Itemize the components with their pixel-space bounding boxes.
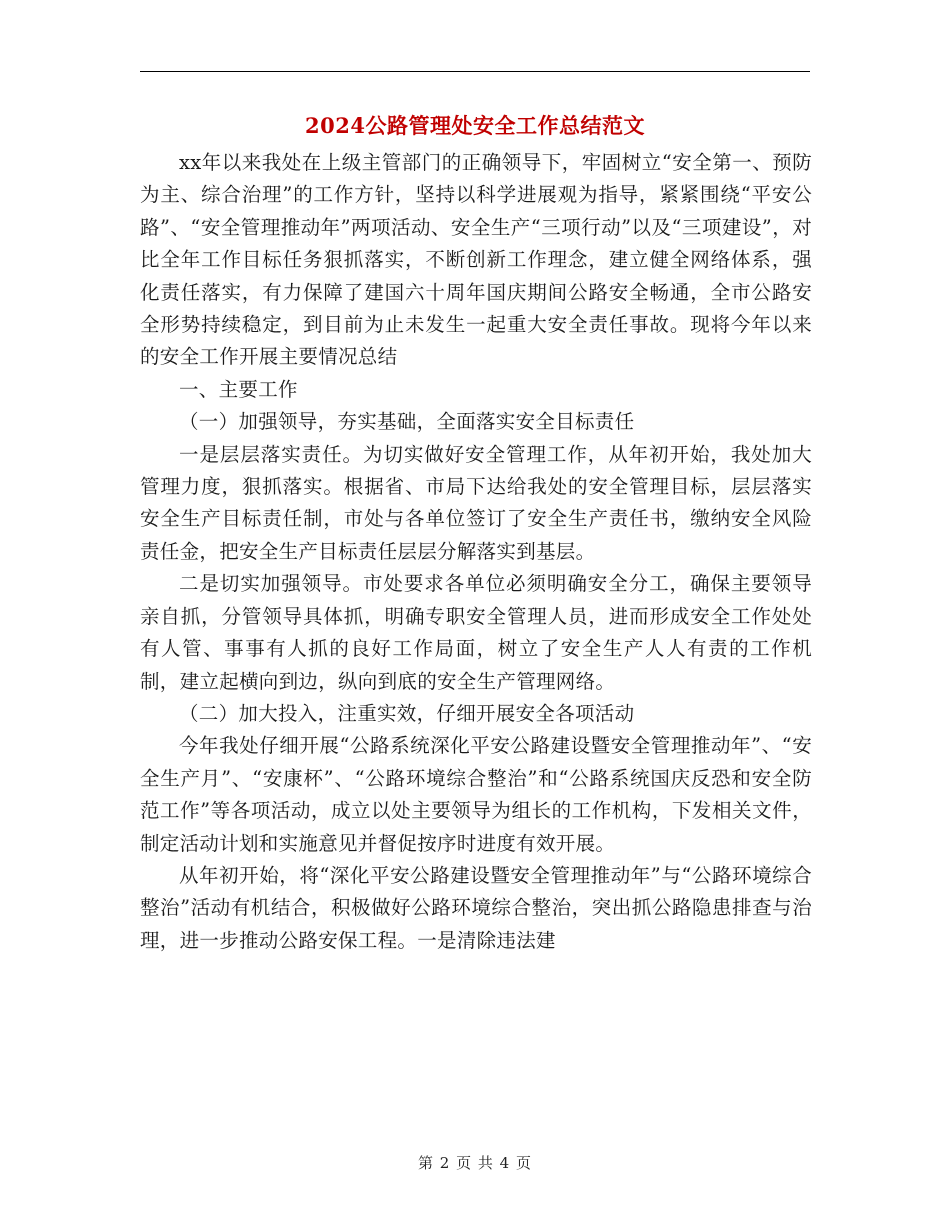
document-body: [140, 147, 812, 957]
paragraph-remediation: 从年初开始，将“深化平安公路建设暨安全管理推动年”与“公路环境综合整治”活动有机结合，积极做好公路环境综合整治，突出抓公路隐患排查与治理，进一步推动公路安保工程。一是清除违法建: [140, 863, 812, 952]
page-number: 第 2 页 共 4 页: [418, 1154, 532, 1172]
subsection-heading-1: （一）加强领导，夯实基础，全面落实安全目标责任: [179, 410, 635, 434]
paragraph-activities: 今年我处仔细开展“公路系统深化平安公路建设暨安全管理推动年”、“安全生产月”、“安康杯”、“公路环境综合整治”和“公路系统国庆反恐和安全防范工作”等各项活动，成立以处主要领导为组长的工作机构，下发相关文件，制定活动计划和实施意见并督促按序时进度有效开展。: [140, 734, 812, 855]
paragraph-leadership: 二是切实加强领导。市处要求各单位必须明确安全分工，确保主要领导亲自抓，分管领导具体抓，明确专职安全管理人员，进而形成安全工作处处有人管、事事有人抓的良好工作局面，树立了安全生产人人有责的工作机制，建立起横向到边，纵向到底的安全生产管理网络。: [140, 572, 812, 693]
paragraph-intro: xx年以来我处在上级主管部门的正确领导下，牢固树立“安全第一、预防为主、综合治理”的工作方针，坚持以科学进展观为指导，紧紧围绕“平安公路”、“安全管理推动年”两项活动、安全生产“三项行动”以及“三项建设”，对比全年工作目标任务狠抓落实，不断创新工作理念，建立健全网络体系，强化责任落实，有力保障了建国六十周年国庆期间公路安全畅通，全市公路安全形势持续稳定，到目前为止未发生一起重大安全责任事故。现将今年以来的安全工作开展主要情况总结: [140, 151, 812, 369]
header-rule: [140, 71, 810, 72]
section-heading-main-work: 一、主要工作: [179, 377, 298, 401]
subsection-heading-2: （二）加大投入，注重实效，仔细开展安全各项活动: [179, 701, 635, 725]
paragraph-responsibility: 一是层层落实责任。为切实做好安全管理工作，从年初开始，我处加大管理力度，狠抓落实。根据省、市局下达给我处的安全管理目标，层层落实安全生产目标责任制，市处与各单位签订了安全生产责任书，缴纳安全风险责任金，把安全生产目标责任层层分解落实到基层。: [140, 442, 812, 563]
document-title: 2024公路管理处安全工作总结范文: [305, 113, 645, 138]
